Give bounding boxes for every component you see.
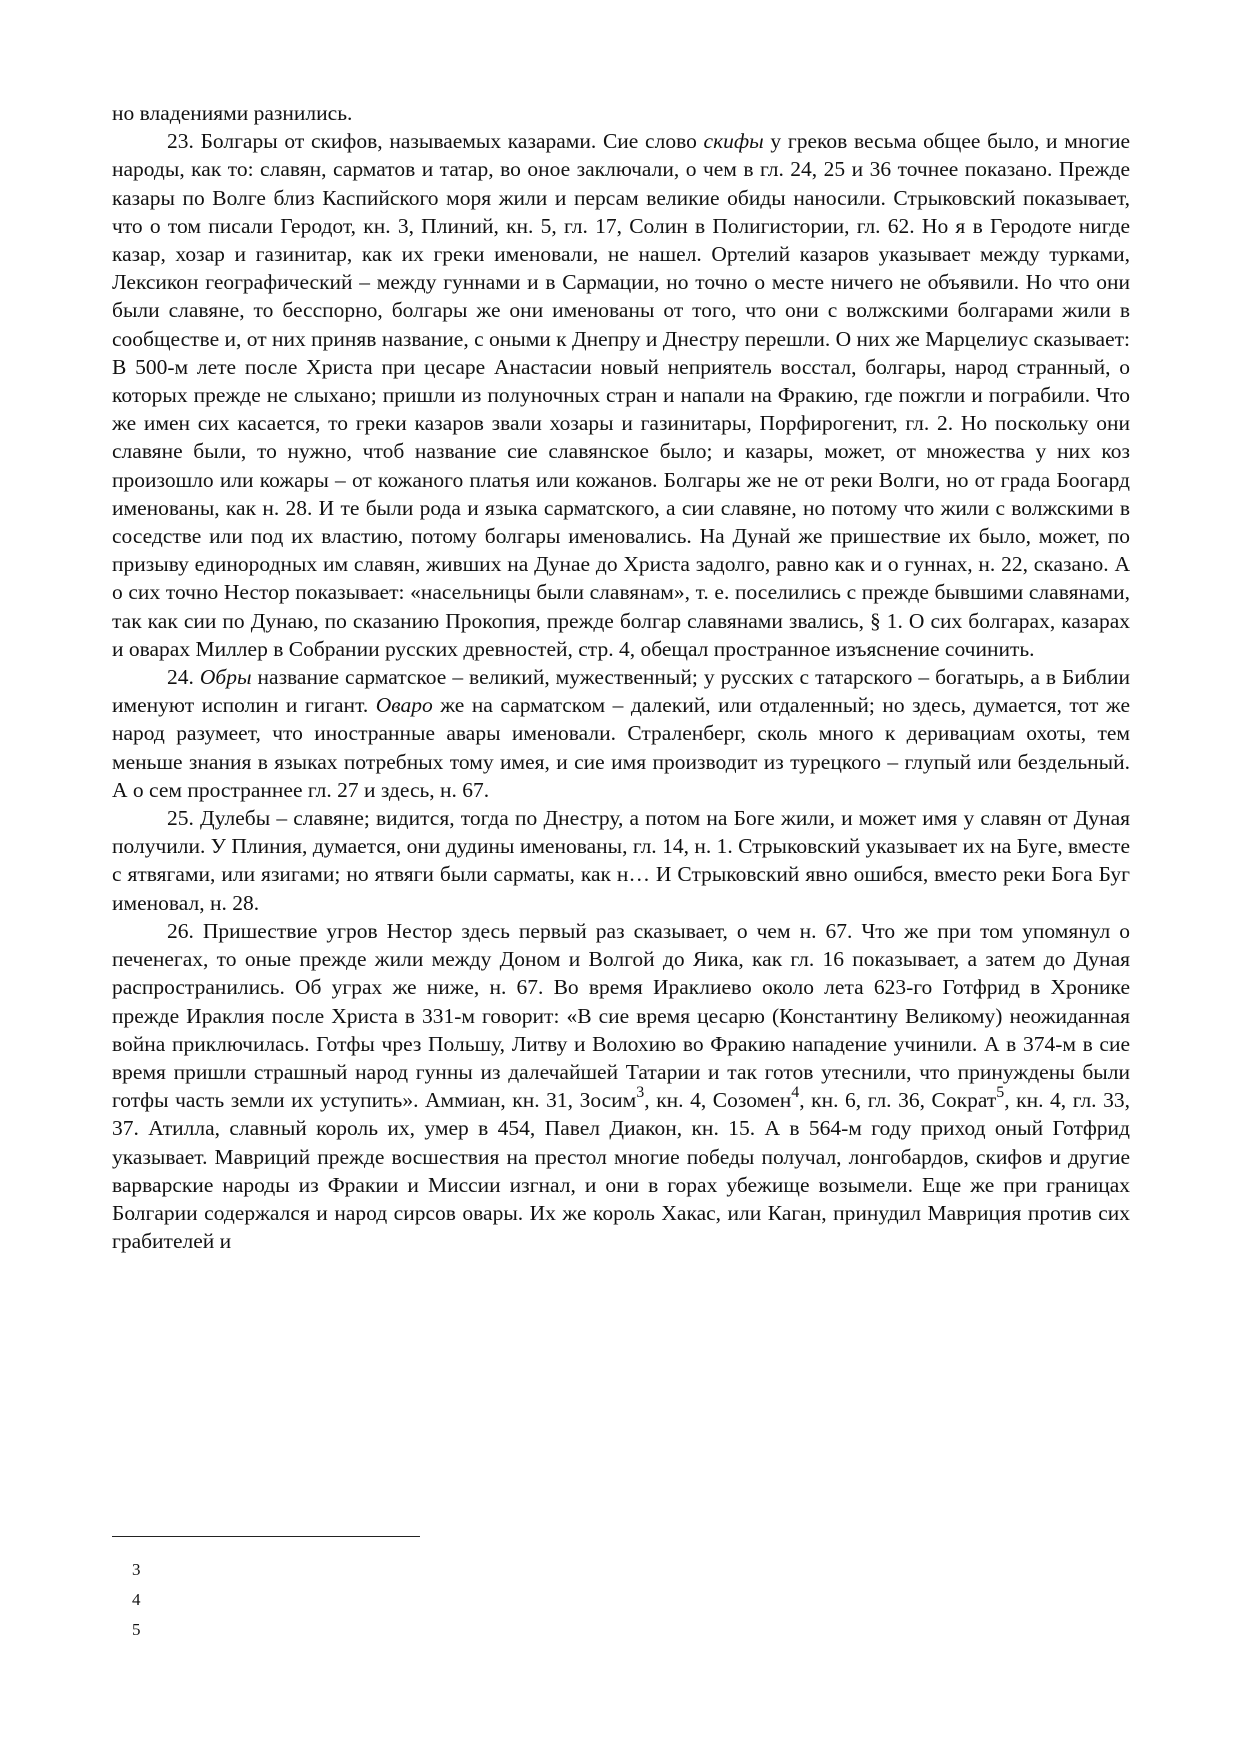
paragraph-p25 (112, 804, 1130, 917)
footnote-ref[interactable]: 4 (791, 1083, 800, 1101)
footnote-4: 4 (132, 1590, 141, 1609)
text-run: название сарматское – великий, мужественный; у русских с татарского – богатырь, а в Библии именуют исполин и гигант. (112, 665, 1131, 718)
text-run: но владениями разнились. (112, 101, 353, 125)
text-run: же на сарматском – далекий, или отдаленный; но здесь, думается, тот же народ разумеет, что иностранные авары именовали. Страленберг, сколь много к деривациам охоты, тем меньше знания в языках потребных тому имея, и сие имя производит из турецкого – глупый или бездельный. А о сем пространнее гл. 27 и здесь, н. 67. (112, 693, 1130, 802)
text-run: , кн. 4, Созомен (644, 1088, 792, 1113)
footnote-3: 3 (132, 1560, 141, 1579)
footnote-separator (112, 1536, 420, 1537)
footnotes-area (112, 1536, 712, 1645)
paragraph-p26 (112, 917, 1130, 1255)
text-run: 24. (167, 665, 200, 690)
text-run: , кн. 6, гл. 36, Сократ (799, 1088, 997, 1113)
text-run: 26. Пришествие угров Нестор здесь первый раз сказывает, о чем н. 67. Что же при том упомянул о печенегах, то оные прежде жили между Доном и Волгой до Яика, как гл. 16 показывает, а затем до Дуная распространились. Об уграх же ниже, н. 67. Во время Ираклиево около лета 623-го Готфрид в Хронике прежде Ираклия после Христа в 331-м говорит: «В сие время цесарю (Константину Великому) неожиданная война приключилась. Готфы чрез Польшу, Литву и Волохию во Фракию нападение учинили. А в 374-м в сие время пришли страшный народ гунны из далечайшей Татарии и так готов утеснили, что принуждены были готфы часть земли их уступить». Аммиан, кн. 31, Зосим (112, 918, 1130, 1113)
text-run: у греков весьма общее было, и многие народы, как то: славян, сарматов и татар, во оное заключали, о чем в гл. 24, 25 и 36 точнее показано. Прежде казары по Волге близ Каспийского моря жили и персам великие обиды наносили. Стрыковский показывает, что о том писали Геродот, кн. 3, Плиний, кн. 5, гл. 17, Солин в Полигистории, гл. 62. Но я в Геродоте нигде казар, хозар и газинитар, как их греки именовали, не нашел. Ортелий казаров указывает между турками, Лексикон географический – между гуннами и в Сармации, но точно о месте ничего не объявили. Но что они были славяне, то бесспорно, болгары же они именованы от того, что они с волжскими болгарами жили в сообществе и, от них приняв название, с оными к Днепру и Днестру перешли. О них же Марцелиус сказывает: В 500-м лете после Христа при цесаре Анастасии новый неприятель восстал, болгары, народ странный, о которых прежде не слыхано; пришли из полуночных стран и напали на Фракию, где пожгли и пограбили. Что же имен сих касается, то греки казаров звали хозары и газинитары, Порфирогенит, гл. 2. Но поскольку они славяне были, то нужно, чтоб название сие славянское было; и казары, может, от множества у них коз произошло или кожары – от кожаного платья или кожанов. Болгары же не от реки Волги, но от града Боогард именованы, как н. 28. И те были рода и языка сарматского, а сии славяне, но потому что жили с волжскими в соседстве или под их властию, потому болгары именовались. На Дунай же пришествие их было, может, по призыву единородных им славян, живших на Дунае до Христа задолго, равно как и о гуннах, н. 22, сказано. А о сих точно Нестор показывает: «насельницы были славянам», т. е. поселились с прежде бывшими славянами, так как сии по Дунаю, по сказанию Прокопия, прежде болгар славянами звались, § 1. О сих болгарах, казарах и оварах Миллер в Собрании русских древностей, стр. 4, обещал пространное изъяснение сочинить. (112, 129, 1130, 661)
italic-term: скифы (703, 129, 764, 154)
text-run: , кн. 4, гл. 33, 37. Атилла, славный король их, умер в 454, Павел Диакон, кн. 15. А в 564-м году приход оный Готфрид указывает. Мавриций прежде восшествия на престол многие победы получал, лонгобардов, скифов и другие варварские народы из Фракии и Миссии изгнал, и они в горах убежище возымели. Еще же при границах Болгарии содержался и народ сирсов овары. Их же король Хакас, или Каган, принудил Мавриция против сих грабителей и (112, 1088, 1130, 1254)
paragraph-p23 (112, 127, 1130, 663)
paragraph-p24 (112, 663, 1130, 804)
footnote-5: 5 (132, 1620, 141, 1639)
main-text (112, 99, 1130, 1255)
paragraph-p0 (112, 99, 1130, 127)
footnote-ref[interactable]: 5 (996, 1083, 1005, 1101)
text-run: 25. Дулебы – славяне; видится, тогда по Днестру, а потом на Боге жили, и может имя у славян от Дуная получили. У Плиния, думается, они дудины именованы, гл. 14, н. 1. Стрыковский указывает их на Буге, вместе с ятвягами, или язигами; но ятвяги были сарматы, как н… И Стрыковский явно ошибся, вместо реки Бога Буг именовал, н. 28. (112, 806, 1130, 915)
italic-term: Оваро (375, 693, 433, 718)
text-run: 23. Болгары от скифов, называемых казарами. Сие слово (167, 129, 704, 154)
italic-term: Обры (199, 665, 252, 690)
footnote-ref[interactable]: 3 (636, 1083, 645, 1101)
